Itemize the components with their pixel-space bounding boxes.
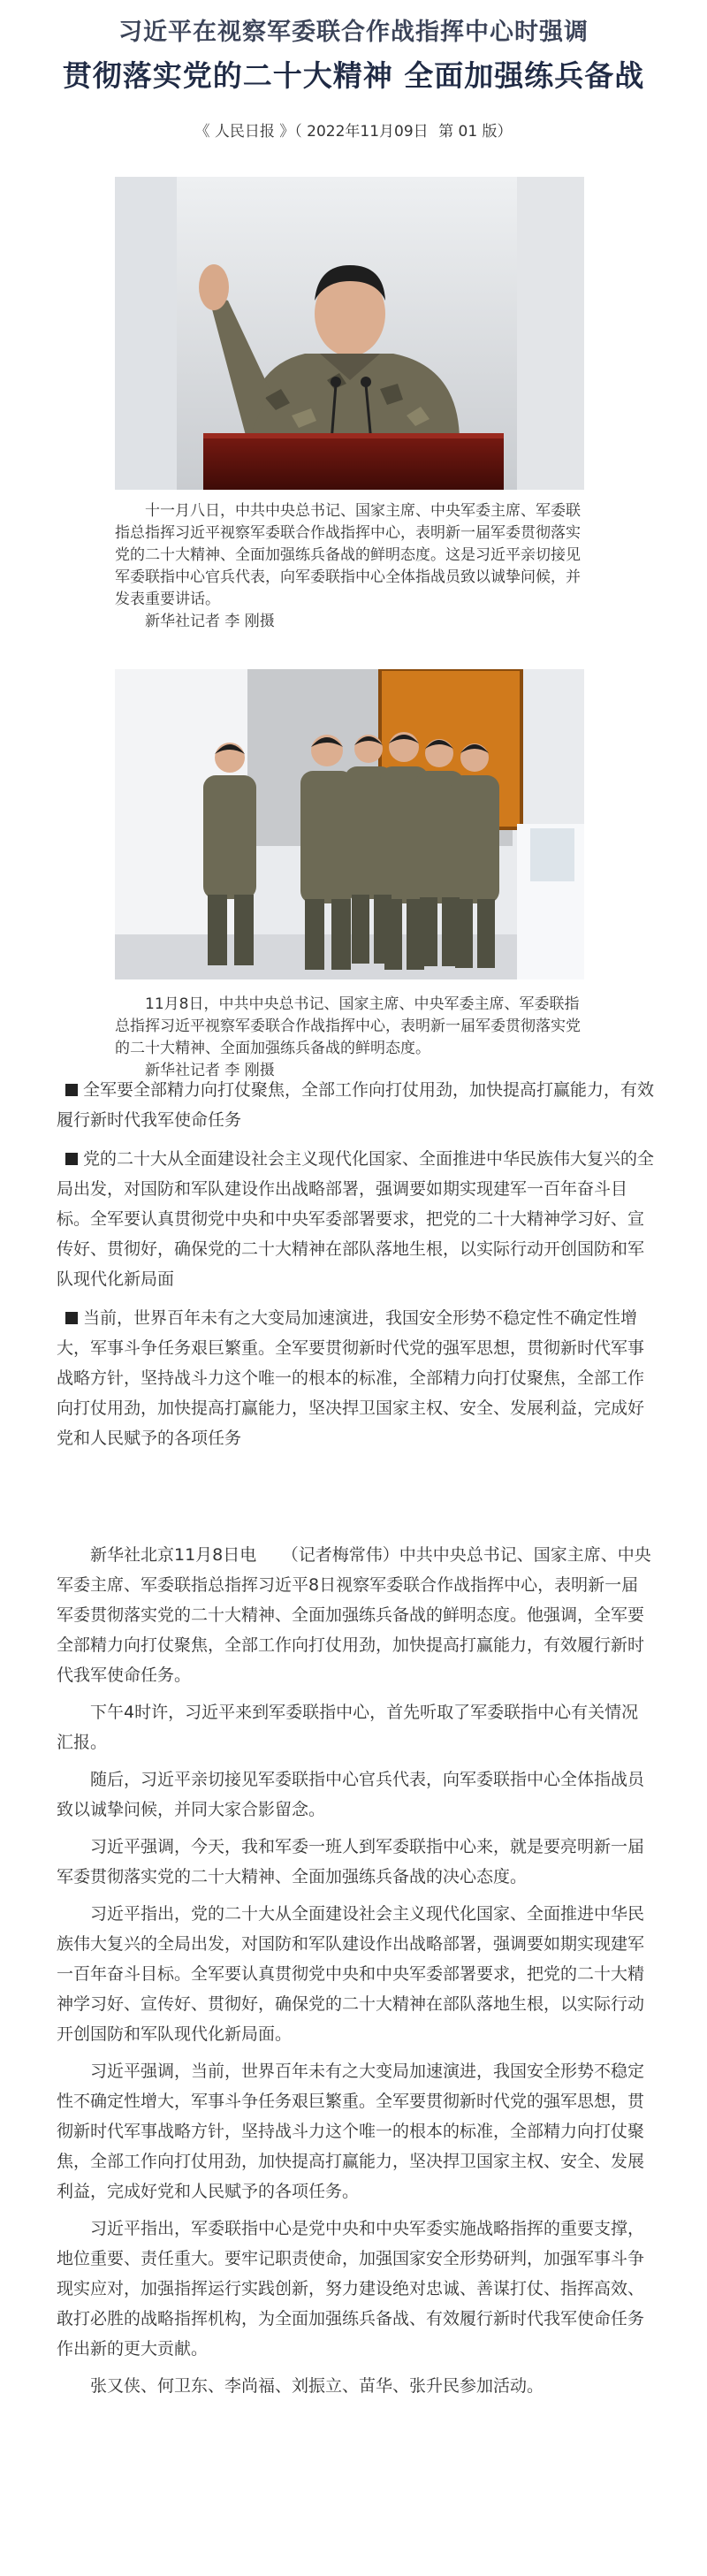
summary-item xyxy=(57,1075,654,1135)
photo-caption-2-text: 11月8日，中共中央总书记、国家主席、中央军委主席、军委联指总指挥习近平视察军委联合作战指挥中心，表明新一届军委贯彻落实党的二十大精神、全面加强练兵备战的鲜明态度。 xyxy=(115,995,581,1057)
photo-caption-1 xyxy=(115,500,592,633)
square-bullet-icon xyxy=(65,1312,78,1324)
photo-credit-2: 新华社记者 李 刚摄 xyxy=(145,1062,275,1079)
photo-group-officers-image xyxy=(115,669,584,979)
body-paragraph: 下午4时许，习近平来到军委联指中心，首先听取了军委联指中心有关情况汇报。 xyxy=(57,1703,639,1752)
body-paragraph: 新华社北京11月8日电 （记者梅常伟）中共中央总书记、国家主席、中央军委主席、军委联指总指挥习近平8日视察军委联合作战指挥中心，表明新一届军委贯彻落实党的二十大精神、全面加强练兵备战的鲜明态度。他强调，全军要全部精力向打仗聚焦，全部工作向打仗用劲，加快提高打赢能力，有效履行新时代我军使命任务。 xyxy=(57,1545,651,1685)
photo-leader-greeting xyxy=(115,177,584,490)
photo-group-officers xyxy=(115,669,584,979)
summary-block xyxy=(57,1075,654,1453)
article-headline: 贯彻落实党的二十大精神 全面加强练兵备战 xyxy=(62,58,645,93)
summary-item-text: 全军要全部精力向打仗聚焦，全部工作向打仗用劲，加快提高打赢能力，有效履行新时代我军使命任务 xyxy=(57,1080,655,1130)
body-paragraph: 习近平强调，今天，我和军委一班人到军委联指中心来，就是要亮明新一届军委贯彻落实党的二十大精神、全面加强练兵备战的决心态度。 xyxy=(57,1837,645,1886)
source-page: 第 01 版） xyxy=(438,123,513,141)
body-paragraph: 习近平指出，党的二十大从全面建设社会主义现代化国家、全面推进中华民族伟大复兴的全局出发，对国防和军队建设作出战略部署，强调要如期实现建军一百年奋斗目标。全军要认真贯彻党中央和中央军委部署要求，把党的二十大精神学习好、宣传好、贯彻好，确保党的二十大精神在部队落地生根，以实际行动开创国防和军队现代化新局面。 xyxy=(57,1904,645,2044)
photo-credit-1: 新华社记者 李 刚摄 xyxy=(145,613,275,630)
source-paper: 《 人民日报 》（ 2022年11月09日 xyxy=(194,123,429,141)
article-kicker: 习近平在视察军委联合作战指挥中心时强调 xyxy=(118,19,589,46)
body-paragraph: 习近平强调，当前，世界百年未有之大变局加速演进，我国安全形势不稳定性不确定性增大，军事斗争任务艰巨繁重。全军要贯彻新时代党的强军思想，贯彻新时代军事战略方针，坚持战斗力这个唯一的根本的标准，全部精力向打仗聚焦，全部工作向打仗用劲，加快提高打赢能力，坚决捍卫国家主权、安全、发展利益，完成好党和人民赋予的各项任务。 xyxy=(57,2062,645,2201)
photo-leader-greeting-image xyxy=(115,177,584,490)
photo-caption-1-text: 十一月八日，中共中央总书记、国家主席、中央军委主席、军委联指总指挥习近平视察军委联合作战指挥中心，表明新一届军委贯彻落实党的二十大精神、全面加强练兵备战的鲜明态度。这是习近平亲切接见军委联指中心官兵代表，向军委联指中心全体指战员致以诚挚问候，并发表重要讲话。 xyxy=(115,502,581,608)
article-body xyxy=(57,1540,654,2401)
summary-item-text: 党的二十大从全面建设社会主义现代化国家、全面推进中华民族伟大复兴的全局出发，对国防和军队建设作出战略部署，强调要如期实现建军一百年奋斗目标。全军要认真贯彻党中央和中央军委部署要求，把党的二十大精神学习好、宣传好、贯彻好，确保党的二十大精神在部队落地生根，以实际行动开创国防和军队现代化新局面 xyxy=(57,1149,655,1289)
body-paragraph: 张又侠、何卫东、李尚福、刘振立、苗华、张升民参加活动。 xyxy=(90,2376,544,2396)
square-bullet-icon xyxy=(65,1084,78,1096)
body-paragraph: 习近平指出，军委联指中心是党中央和中央军委实施战略指挥的重要支撑，地位重要、责任重大。要牢记职责使命，加强国家安全形势研判，加强军事斗争现实应对，加强指挥运行实践创新，努力建设绝对忠诚、善谋打仗、指挥高效、敢打必胜的战略指挥机构，为全面加强练兵备战、有效履行新时代我军使命任务作出新的更大贡献。 xyxy=(57,2219,645,2359)
summary-item-text: 当前，世界百年未有之大变局加速演进，我国安全形势不稳定性不确定性增大，军事斗争任务艰巨繁重。全军要贯彻新时代党的强军思想，贯彻新时代军事战略方针，坚持战斗力这个唯一的根本的标准，全部精力向打仗聚焦，全部工作向打仗用劲，加快提高打赢能力，坚决捍卫国家主权、安全、发展利益，完成好党和人民赋予的各项任务 xyxy=(57,1308,645,1448)
summary-item xyxy=(57,1303,654,1453)
body-paragraph: 随后，习近平亲切接见军委联指中心官兵代表，向军委联指中心全体指战员致以诚挚问候，并同大家合影留念。 xyxy=(57,1770,645,1819)
photo-caption-2 xyxy=(115,994,592,1082)
square-bullet-icon xyxy=(65,1153,78,1165)
article-source xyxy=(0,118,707,141)
summary-item xyxy=(57,1144,654,1294)
